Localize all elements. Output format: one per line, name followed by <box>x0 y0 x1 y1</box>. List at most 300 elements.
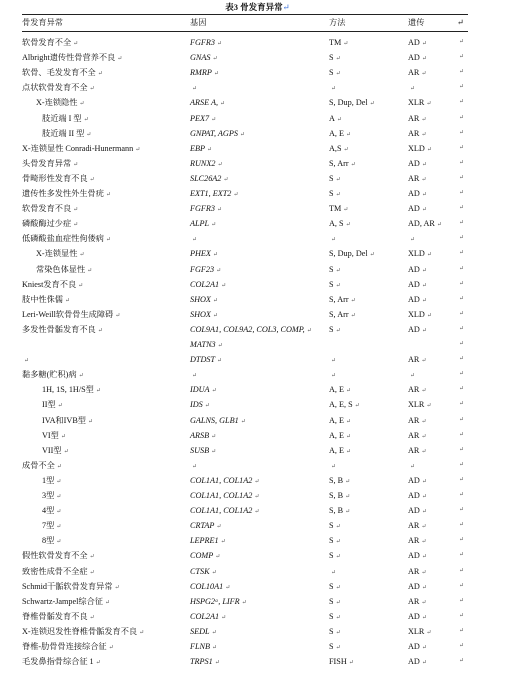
paragraph-mark-icon: ↵ <box>83 117 89 123</box>
cell-inheritance-text: AD <box>408 612 420 621</box>
paragraph-mark-icon: ↵ <box>115 313 121 319</box>
paragraph-mark-icon: ↵ <box>215 554 221 560</box>
cell-inheritance <box>408 187 427 200</box>
cell-method <box>329 398 360 411</box>
row-end-mark-icon: ↵ <box>459 250 465 256</box>
cell-method <box>329 112 342 125</box>
cell-gene <box>190 549 220 562</box>
cell-disease-text: 肢中性侏儒 <box>22 295 63 304</box>
cell-disease <box>22 625 144 638</box>
cell-disease <box>36 96 84 109</box>
paragraph-mark-icon: ↵ <box>211 570 217 576</box>
cell-disease-text: Kniest发育不良 <box>22 280 77 289</box>
paragraph-mark-icon: ↵ <box>211 630 217 636</box>
row-end-mark-icon: ↵ <box>459 386 465 392</box>
cell-inheritance-text: AR <box>408 567 420 576</box>
cell-method-text: A, E <box>329 385 345 394</box>
row-end-mark-icon: ↵ <box>459 69 465 75</box>
cell-disease-text: 1型 <box>42 476 55 485</box>
row-end-mark-icon: ↵ <box>459 658 465 664</box>
cell-gene-text: LEPRE1 <box>190 536 219 545</box>
cell-gene <box>190 278 226 291</box>
paragraph-mark-icon: ↵ <box>335 615 341 621</box>
cell-inheritance-text: AD <box>408 476 420 485</box>
paragraph-mark-icon: ↵ <box>24 358 30 364</box>
cell-disease-text: 致密性成骨不全症 <box>22 567 88 576</box>
table-title-text: 表3 骨发育异常 <box>225 2 283 12</box>
paragraph-mark-icon: ↵ <box>108 645 114 651</box>
cell-inheritance-text: AR <box>408 597 420 606</box>
cell-gene <box>190 127 245 140</box>
cell-disease <box>42 414 93 427</box>
cell-inheritance <box>408 368 415 381</box>
paragraph-mark-icon: ↵ <box>89 615 95 621</box>
cell-inheritance <box>408 383 426 396</box>
cell-inheritance-text: XLD <box>408 310 425 319</box>
paragraph-mark-icon: ↵ <box>192 237 198 243</box>
paragraph-mark-icon: ↵ <box>421 434 427 440</box>
paragraph-mark-icon: ↵ <box>211 449 217 455</box>
row-end-mark-icon: ↵ <box>459 84 465 90</box>
cell-inheritance <box>408 459 415 472</box>
paragraph-mark-icon: ↵ <box>223 177 229 183</box>
cell-disease <box>42 398 63 411</box>
paragraph-mark-icon: ↵ <box>426 252 432 258</box>
cell-method <box>329 444 351 457</box>
row-end-mark-icon: ↵ <box>459 145 465 151</box>
paragraph-mark-icon: ↵ <box>60 434 66 440</box>
header-end-mark: ↵ <box>457 18 464 27</box>
cell-disease-text: 3型 <box>42 491 55 500</box>
paragraph-mark-icon: ↵ <box>421 192 427 198</box>
row-end-mark-icon: ↵ <box>459 371 465 377</box>
cell-inheritance <box>408 81 415 94</box>
cell-inheritance <box>408 263 427 276</box>
cell-disease <box>22 640 114 653</box>
cell-gene-text: ARSB <box>190 431 210 440</box>
paragraph-mark-icon: ↵ <box>426 313 432 319</box>
cell-inheritance-text: AD <box>408 582 420 591</box>
cell-disease <box>22 308 120 321</box>
cell-gene-text: IDUA <box>190 385 210 394</box>
cell-method <box>329 323 341 336</box>
cell-gene <box>190 51 218 64</box>
cell-gene <box>190 580 230 593</box>
cell-inheritance <box>408 565 426 578</box>
row-end-mark-icon: ↵ <box>459 99 465 105</box>
cell-gene <box>190 444 216 457</box>
cell-method <box>329 157 356 170</box>
cell-inheritance <box>408 489 427 502</box>
cell-method <box>329 66 341 79</box>
cell-gene-text: FLNB <box>190 642 211 651</box>
cell-inheritance-text: AD <box>408 265 420 274</box>
cell-disease <box>42 429 66 442</box>
cell-disease-text: 成骨不全 <box>22 461 55 470</box>
cell-disease <box>22 36 78 49</box>
cell-gene <box>190 353 222 366</box>
cell-gene <box>190 142 212 155</box>
paragraph-mark-icon: ↵ <box>306 328 312 334</box>
paragraph-mark-icon: ↵ <box>369 101 375 107</box>
cell-method <box>329 187 341 200</box>
cell-disease <box>22 549 95 562</box>
cell-inheritance <box>408 504 427 517</box>
cell-method <box>329 247 375 260</box>
cell-disease-text: Albright遗传性骨营养不良 <box>22 53 116 62</box>
row-end-mark-icon: ↵ <box>459 130 465 136</box>
paragraph-mark-icon: ↵ <box>240 419 246 425</box>
cell-method-text: A, E <box>329 431 345 440</box>
paragraph-mark-icon: ↵ <box>212 645 218 651</box>
cell-inheritance-text: AD <box>408 159 420 168</box>
paragraph-mark-icon: ↵ <box>86 132 92 138</box>
paragraph-mark-icon: ↵ <box>335 600 341 606</box>
cell-gene <box>190 202 222 215</box>
cell-inheritance <box>408 353 426 366</box>
cell-disease-text: 遗传性多发性外生骨疣 <box>22 189 104 198</box>
cell-method <box>329 519 341 532</box>
cell-gene <box>190 565 217 578</box>
paragraph-mark-icon: ↵ <box>104 600 110 606</box>
cell-inheritance <box>408 247 432 260</box>
paragraph-mark-icon: ↵ <box>421 449 427 455</box>
paragraph-mark-icon: ↵ <box>225 585 231 591</box>
row-end-mark-icon: ↵ <box>459 115 465 121</box>
paragraph-mark-icon: ↵ <box>335 268 341 274</box>
header-disease: 骨发育异常 <box>22 18 63 27</box>
paragraph-mark-icon: ↵ <box>421 479 427 485</box>
cell-inheritance-text: AR <box>408 385 420 394</box>
paragraph-mark-icon: ↵ <box>89 570 95 576</box>
cell-inheritance-text: AD <box>408 53 420 62</box>
cell-inheritance-text: AD <box>408 491 420 500</box>
cell-inheritance <box>408 580 427 593</box>
cell-inheritance <box>408 429 426 442</box>
cell-disease <box>22 187 111 200</box>
cell-inheritance <box>408 172 426 185</box>
header-inheritance: 遗传 <box>408 18 425 27</box>
paragraph-mark-icon: ↵ <box>220 101 226 107</box>
cell-inheritance <box>408 142 432 155</box>
cell-method <box>329 232 336 245</box>
cell-method-text: S <box>329 265 334 274</box>
paragraph-mark-icon: ↵ <box>95 388 101 394</box>
cell-method <box>329 459 336 472</box>
cell-inheritance-text: AD, AR <box>408 219 435 228</box>
cell-method-text: S <box>329 627 334 636</box>
cell-gene <box>190 66 219 79</box>
cell-inheritance-text: AR <box>408 536 420 545</box>
cell-disease-text: 黏多糖(贮积)病 <box>22 370 77 379</box>
cell-method <box>329 172 341 185</box>
paragraph-mark-icon: ↵ <box>212 313 218 319</box>
paragraph-mark-icon: ↵ <box>105 237 111 243</box>
cell-gene-text: SEDL <box>190 627 210 636</box>
paragraph-mark-icon: ↵ <box>57 403 63 409</box>
cell-inheritance-text: AD <box>408 506 420 515</box>
paragraph-mark-icon: ↵ <box>217 41 223 47</box>
cell-method <box>329 308 356 321</box>
paragraph-mark-icon: ↵ <box>204 403 210 409</box>
cell-gene-text: FGF23 <box>190 265 215 274</box>
row-end-mark-icon: ↵ <box>459 175 465 181</box>
paragraph-mark-icon: ↵ <box>345 509 351 515</box>
cell-method-text: S <box>329 597 334 606</box>
row-end-mark-icon: ↵ <box>459 613 465 619</box>
row-end-mark-icon: ↵ <box>459 220 465 226</box>
table-top-rule <box>22 14 468 15</box>
paragraph-mark-icon: ↵ <box>335 630 341 636</box>
cell-method-text: S <box>329 642 334 651</box>
paragraph-mark-icon: ↵ <box>421 570 427 576</box>
cell-gene <box>190 414 246 427</box>
cell-method-text: S, B <box>329 491 344 500</box>
row-end-mark-icon: ↵ <box>459 643 465 649</box>
cell-disease-text: X-连锁隐性 <box>36 98 78 107</box>
cell-method <box>329 610 341 623</box>
paragraph-mark-icon: ↵ <box>421 268 427 274</box>
paragraph-mark-icon: ↵ <box>343 147 349 153</box>
cell-method-text: TM <box>329 204 342 213</box>
paragraph-mark-icon: ↵ <box>331 464 337 470</box>
cell-disease <box>36 247 84 260</box>
cell-method <box>329 36 348 49</box>
cell-disease-text: 假性软骨发育不全 <box>22 551 88 560</box>
cell-gene-text: IDS <box>190 400 203 409</box>
row-end-mark-icon: ↵ <box>459 281 465 287</box>
paragraph-mark-icon: ↵ <box>56 524 62 530</box>
paragraph-mark-icon: ↵ <box>350 162 356 168</box>
row-end-mark-icon: ↵ <box>459 160 465 166</box>
paragraph-mark-icon: ↵ <box>192 373 198 379</box>
cell-gene-text: SHOX <box>190 310 211 319</box>
paragraph-mark-icon: ↵ <box>135 147 141 153</box>
paragraph-mark-icon: ↵ <box>421 117 427 123</box>
cell-disease-text: VII型 <box>42 446 62 455</box>
cell-method-text: A, E, S <box>329 400 353 409</box>
cell-gene <box>190 172 228 185</box>
paragraph-mark-icon: ↵ <box>221 283 227 289</box>
cell-method-text: S <box>329 53 334 62</box>
paragraph-mark-icon: ↵ <box>345 479 351 485</box>
paragraph-mark-icon: ↵ <box>336 117 342 123</box>
cell-method <box>329 504 350 517</box>
row-end-mark-icon: ↵ <box>459 628 465 634</box>
paragraph-mark-icon: ↵ <box>217 358 223 364</box>
cell-gene-text: FGFR3 <box>190 204 216 213</box>
paragraph-mark-icon: ↵ <box>214 660 220 666</box>
cell-method-text: S <box>329 174 334 183</box>
paragraph-mark-icon: ↵ <box>348 660 354 666</box>
cell-disease-text: 4型 <box>42 506 55 515</box>
cell-disease-text: X-连锁迟发性脊椎骨骺发育不良 <box>22 627 138 636</box>
paragraph-mark-icon: ↵ <box>254 509 260 515</box>
paragraph-mark-icon: ↵ <box>233 192 239 198</box>
cell-gene <box>190 217 216 230</box>
paragraph-mark-icon: ↵ <box>421 585 427 591</box>
paragraph-mark-icon: ↵ <box>331 86 337 92</box>
paragraph-mark-icon: ↵ <box>335 524 341 530</box>
cell-inheritance <box>408 278 427 291</box>
cell-method-text: A, E <box>329 129 345 138</box>
cell-disease-text: 多发性骨骺发育不良 <box>22 325 96 334</box>
paragraph-mark-icon: ↵ <box>343 41 349 47</box>
paragraph-mark-icon: ↵ <box>346 434 352 440</box>
cell-inheritance-text: AR <box>408 174 420 183</box>
paragraph-mark-icon: ↵ <box>212 252 218 258</box>
cell-disease-text: Schmid干骺软骨发育异常 <box>22 582 113 591</box>
paragraph-mark-icon: ↵ <box>426 101 432 107</box>
cell-inheritance-text: XLD <box>408 144 425 153</box>
cell-disease-text: 软骨发育不全 <box>22 38 72 47</box>
paragraph-mark-icon: ↵ <box>421 554 427 560</box>
cell-method-text: A, E <box>329 416 345 425</box>
cell-method-text: A,S <box>329 144 342 153</box>
cell-inheritance <box>408 414 426 427</box>
cell-method-text: S <box>329 68 334 77</box>
paragraph-mark-icon: ↵ <box>421 56 427 62</box>
cell-gene-text: SLC26A2 <box>190 174 222 183</box>
cell-inheritance <box>408 610 427 623</box>
row-end-mark-icon: ↵ <box>459 522 465 528</box>
cell-disease <box>22 368 84 381</box>
paragraph-mark-icon: ↵ <box>331 373 337 379</box>
paragraph-mark-icon: ↵ <box>89 86 95 92</box>
cell-disease <box>22 202 78 215</box>
cell-gene <box>190 640 217 653</box>
paragraph-mark-icon: ↵ <box>331 570 337 576</box>
cell-method <box>329 580 341 593</box>
paragraph-mark-icon: ↵ <box>63 449 69 455</box>
paragraph-mark-icon: ↵ <box>217 207 223 213</box>
row-end-mark-icon: ↵ <box>459 311 465 317</box>
cell-inheritance-text: AD <box>408 204 420 213</box>
cell-gene-text: ARSE A, <box>190 98 219 107</box>
cell-gene-text: COMP <box>190 551 214 560</box>
cell-method <box>329 96 375 109</box>
row-end-mark-icon: ↵ <box>459 39 465 45</box>
cell-method <box>329 127 351 140</box>
paragraph-mark-icon: ↵ <box>421 71 427 77</box>
cell-disease <box>42 489 61 502</box>
cell-disease-text: 骨畸形性发育不良 <box>22 174 88 183</box>
cell-method <box>329 565 336 578</box>
cell-disease <box>22 172 95 185</box>
cell-method-text: S <box>329 521 334 530</box>
cell-disease <box>22 142 140 155</box>
paragraph-mark-icon: ↵ <box>421 494 427 500</box>
cell-inheritance-text: AD <box>408 189 420 198</box>
cell-method-text: S <box>329 536 334 545</box>
cell-gene-text: RUNX2 <box>190 159 216 168</box>
paragraph-mark-icon: ↵ <box>220 539 226 545</box>
row-end-mark-icon: ↵ <box>459 54 465 60</box>
paragraph-mark-icon: ↵ <box>211 434 217 440</box>
cell-gene-text: CTSK <box>190 567 210 576</box>
cell-disease-text: 脊椎-肋骨骨连接综合征 <box>22 642 107 651</box>
cell-inheritance <box>408 51 427 64</box>
cell-gene <box>190 519 221 532</box>
cell-method-text: S, B <box>329 476 344 485</box>
paragraph-mark-icon: ↵ <box>78 283 84 289</box>
paragraph-mark-icon: ↵ <box>212 298 218 304</box>
cell-inheritance-text: AR <box>408 68 420 77</box>
cell-inheritance <box>408 398 431 411</box>
cell-inheritance <box>408 127 426 140</box>
paragraph-mark-icon: ↵ <box>410 237 416 243</box>
cell-method-text: S <box>329 551 334 560</box>
paragraph-mark-icon: ↵ <box>213 71 219 77</box>
cell-gene <box>190 263 221 276</box>
row-end-mark-icon: ↵ <box>459 492 465 498</box>
cell-method <box>329 414 351 427</box>
row-end-mark-icon: ↵ <box>459 401 465 407</box>
cell-inheritance <box>408 112 426 125</box>
cell-gene-text: EBP <box>190 144 206 153</box>
paragraph-mark-icon: ↵ <box>56 509 62 515</box>
cell-inheritance-text: AR <box>408 431 420 440</box>
cell-gene <box>190 474 259 487</box>
cell-disease-text: 低磷酸盐血症性佝偻病 <box>22 234 104 243</box>
cell-gene <box>190 610 226 623</box>
paragraph-mark-icon: ↵ <box>335 585 341 591</box>
cell-gene-text: GNPAT, AGPS <box>190 129 238 138</box>
cell-inheritance <box>408 232 415 245</box>
cell-inheritance <box>408 549 427 562</box>
cell-disease <box>42 127 91 140</box>
paragraph-mark-icon: ↵ <box>56 464 62 470</box>
paragraph-mark-icon: ↵ <box>216 524 222 530</box>
cell-gene-text: FGFR3 <box>190 38 216 47</box>
paragraph-mark-icon: ↵ <box>421 162 427 168</box>
cell-disease <box>22 353 29 366</box>
cell-gene-text: PHEX <box>190 249 211 258</box>
cell-disease-text: 7型 <box>42 521 55 530</box>
cell-inheritance-text: AD <box>408 325 420 334</box>
row-end-mark-icon: ↵ <box>459 326 465 332</box>
header-method: 方法 <box>329 18 346 27</box>
paragraph-mark-icon: ↵ <box>73 207 79 213</box>
cell-gene <box>190 232 197 245</box>
cell-disease <box>22 580 120 593</box>
cell-method-text: S <box>329 582 334 591</box>
cell-method-text: S, Arr <box>329 295 349 304</box>
cell-method-text: S, Dup, Del <box>329 98 368 107</box>
cell-disease <box>22 610 95 623</box>
cell-gene <box>190 595 247 608</box>
cell-inheritance-text: AD <box>408 38 420 47</box>
cell-disease <box>22 278 83 291</box>
paragraph-mark-icon: ↵ <box>207 147 213 153</box>
cell-inheritance-text: AD <box>408 551 420 560</box>
paragraph-mark-icon: ↵ <box>426 147 432 153</box>
cell-disease <box>36 263 92 276</box>
cell-disease <box>22 323 103 336</box>
cell-gene <box>190 247 218 260</box>
cell-method <box>329 293 356 306</box>
cell-inheritance <box>408 293 427 306</box>
cell-disease-text: X-连锁显性 <box>36 249 78 258</box>
cell-method-text: S, B <box>329 506 344 515</box>
paragraph-mark-icon: ↵ <box>78 373 84 379</box>
cell-inheritance-text: AD <box>408 295 420 304</box>
paragraph-mark-icon: ↵ <box>95 660 101 666</box>
paragraph-mark-icon: ↵ <box>221 615 227 621</box>
cell-disease-text: X-连锁显性 Conradi-Hunermann <box>22 144 134 153</box>
paragraph-mark-icon: ↵ <box>73 41 79 47</box>
table-title <box>0 1 515 13</box>
